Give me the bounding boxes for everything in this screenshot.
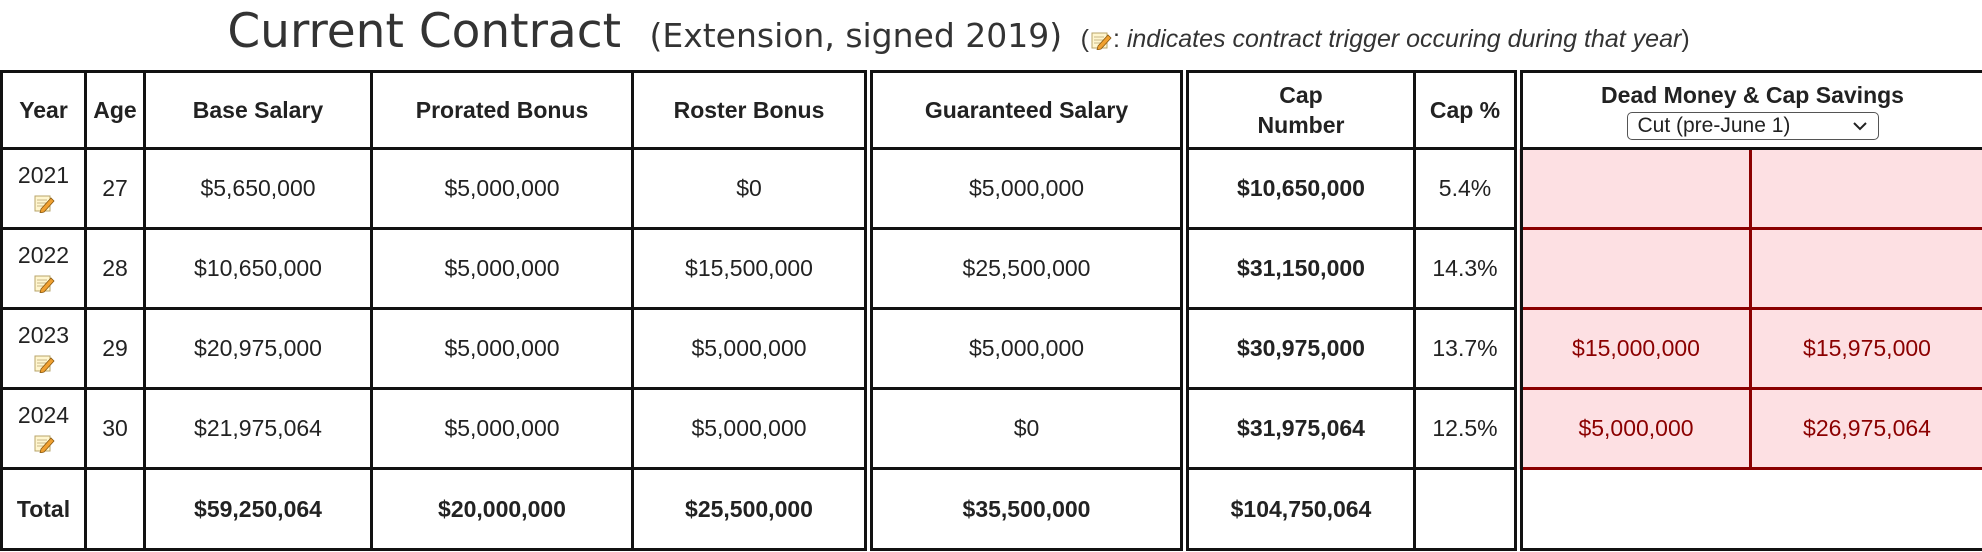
- total-label: Total: [2, 469, 86, 550]
- contract-table: [0, 70, 1982, 551]
- prorated-bonus-cell: $5,000,000: [372, 389, 633, 469]
- total-age-empty: [86, 469, 145, 550]
- base-salary-cell: $20,975,000: [145, 309, 372, 389]
- page-subtitle: (Extension, signed 2019): [649, 16, 1063, 55]
- age-cell: 28: [86, 229, 145, 309]
- roster-bonus-cell: $5,000,000: [633, 309, 869, 389]
- col-roster-bonus: Roster Bonus: [633, 72, 869, 149]
- note-pencil-icon[interactable]: [33, 272, 55, 292]
- total-cap-pct-empty: [1415, 469, 1519, 550]
- cap-number-cell: $30,975,000: [1185, 309, 1415, 389]
- cut-scenario-value: Cut (pre-June 1): [1637, 113, 1791, 137]
- note-pencil-icon[interactable]: [33, 432, 55, 452]
- legend-text: indicates contract trigger occuring during that year: [1126, 25, 1682, 53]
- contract-header: [0, 0, 1982, 70]
- base-salary-cell: $10,650,000: [145, 229, 372, 309]
- roster-bonus-cell: $5,000,000: [633, 389, 869, 469]
- prorated-bonus-cell: $5,000,000: [372, 309, 633, 389]
- legend-colon: :: [1112, 25, 1120, 53]
- guaranteed-salary-cell: $5,000,000: [869, 309, 1185, 389]
- roster-bonus-cell: $0: [633, 149, 869, 229]
- total-base-salary: $59,250,064: [145, 469, 372, 550]
- col-age: Age: [86, 72, 145, 149]
- roster-bonus-cell: $15,500,000: [633, 229, 869, 309]
- page-title: Current Contract: [227, 4, 622, 59]
- table-row: [2, 149, 1982, 229]
- prorated-bonus-cell: $5,000,000: [372, 229, 633, 309]
- dead-money-title: Dead Money & Cap Savings: [1601, 81, 1904, 108]
- cap-savings-cell: $15,975,000: [1751, 309, 1982, 389]
- col-cap-number-line1: Cap: [1279, 82, 1323, 108]
- age-cell: 27: [86, 149, 145, 229]
- col-prorated-bonus: Prorated Bonus: [372, 72, 633, 149]
- guaranteed-salary-cell: $25,500,000: [869, 229, 1185, 309]
- total-guaranteed-salary: $35,500,000: [869, 469, 1185, 550]
- total-cap-number: $104,750,064: [1185, 469, 1415, 550]
- cap-pct-cell: 14.3%: [1415, 229, 1519, 309]
- cap-pct-cell: 13.7%: [1415, 309, 1519, 389]
- base-salary-cell: $5,650,000: [145, 149, 372, 229]
- dead-money-cell: [1519, 149, 1751, 229]
- cap-pct-cell: 12.5%: [1415, 389, 1519, 469]
- age-cell: 30: [86, 389, 145, 469]
- year-value: 2022: [17, 241, 70, 268]
- table-row: [2, 309, 1982, 389]
- legend-open-paren: (: [1080, 25, 1089, 53]
- age-cell: 29: [86, 309, 145, 389]
- guaranteed-salary-cell: $0: [869, 389, 1185, 469]
- col-year: Year: [2, 72, 86, 149]
- trigger-legend: [1081, 25, 1690, 53]
- note-pencil-icon[interactable]: [33, 192, 55, 212]
- cap-number-cell: $31,150,000: [1185, 229, 1415, 309]
- chevron-down-icon: [1852, 121, 1868, 131]
- col-cap-pct: Cap %: [1415, 72, 1519, 149]
- year-value: 2023: [17, 321, 70, 348]
- note-pencil-icon[interactable]: [33, 352, 55, 372]
- cap-pct-cell: 5.4%: [1415, 149, 1519, 229]
- total-roster-bonus: $25,500,000: [633, 469, 869, 550]
- dead-money-cell: [1519, 229, 1751, 309]
- prorated-bonus-cell: $5,000,000: [372, 149, 633, 229]
- year-cell: [2, 389, 86, 469]
- guaranteed-salary-cell: $5,000,000: [869, 149, 1185, 229]
- header-row: [2, 72, 1982, 149]
- cap-number-cell: $31,975,064: [1185, 389, 1415, 469]
- cap-savings-cell: [1751, 229, 1982, 309]
- year-value: 2021: [17, 161, 70, 188]
- col-base-salary: Base Salary: [145, 72, 372, 149]
- cap-number-cell: $10,650,000: [1185, 149, 1415, 229]
- table-row: [2, 389, 1982, 469]
- year-cell: [2, 149, 86, 229]
- col-dead-money: [1519, 72, 1982, 149]
- note-pencil-icon: [1090, 28, 1112, 48]
- year-cell: [2, 309, 86, 389]
- col-cap-number: [1185, 72, 1415, 149]
- table-row: [2, 229, 1982, 309]
- cap-savings-cell: $26,975,064: [1751, 389, 1982, 469]
- total-dead-money-empty: [1519, 469, 1982, 550]
- base-salary-cell: $21,975,064: [145, 389, 372, 469]
- year-value: 2024: [17, 401, 70, 428]
- year-cell: [2, 229, 86, 309]
- legend-close-paren: ): [1681, 25, 1690, 53]
- dead-money-cell: $15,000,000: [1519, 309, 1751, 389]
- cap-savings-cell: [1751, 149, 1982, 229]
- cut-scenario-select[interactable]: [1627, 112, 1879, 140]
- totals-row: [2, 469, 1982, 550]
- total-prorated-bonus: $20,000,000: [372, 469, 633, 550]
- col-guaranteed-salary: Guaranteed Salary: [869, 72, 1185, 149]
- dead-money-cell: $5,000,000: [1519, 389, 1751, 469]
- col-cap-number-line2: Number: [1257, 112, 1345, 138]
